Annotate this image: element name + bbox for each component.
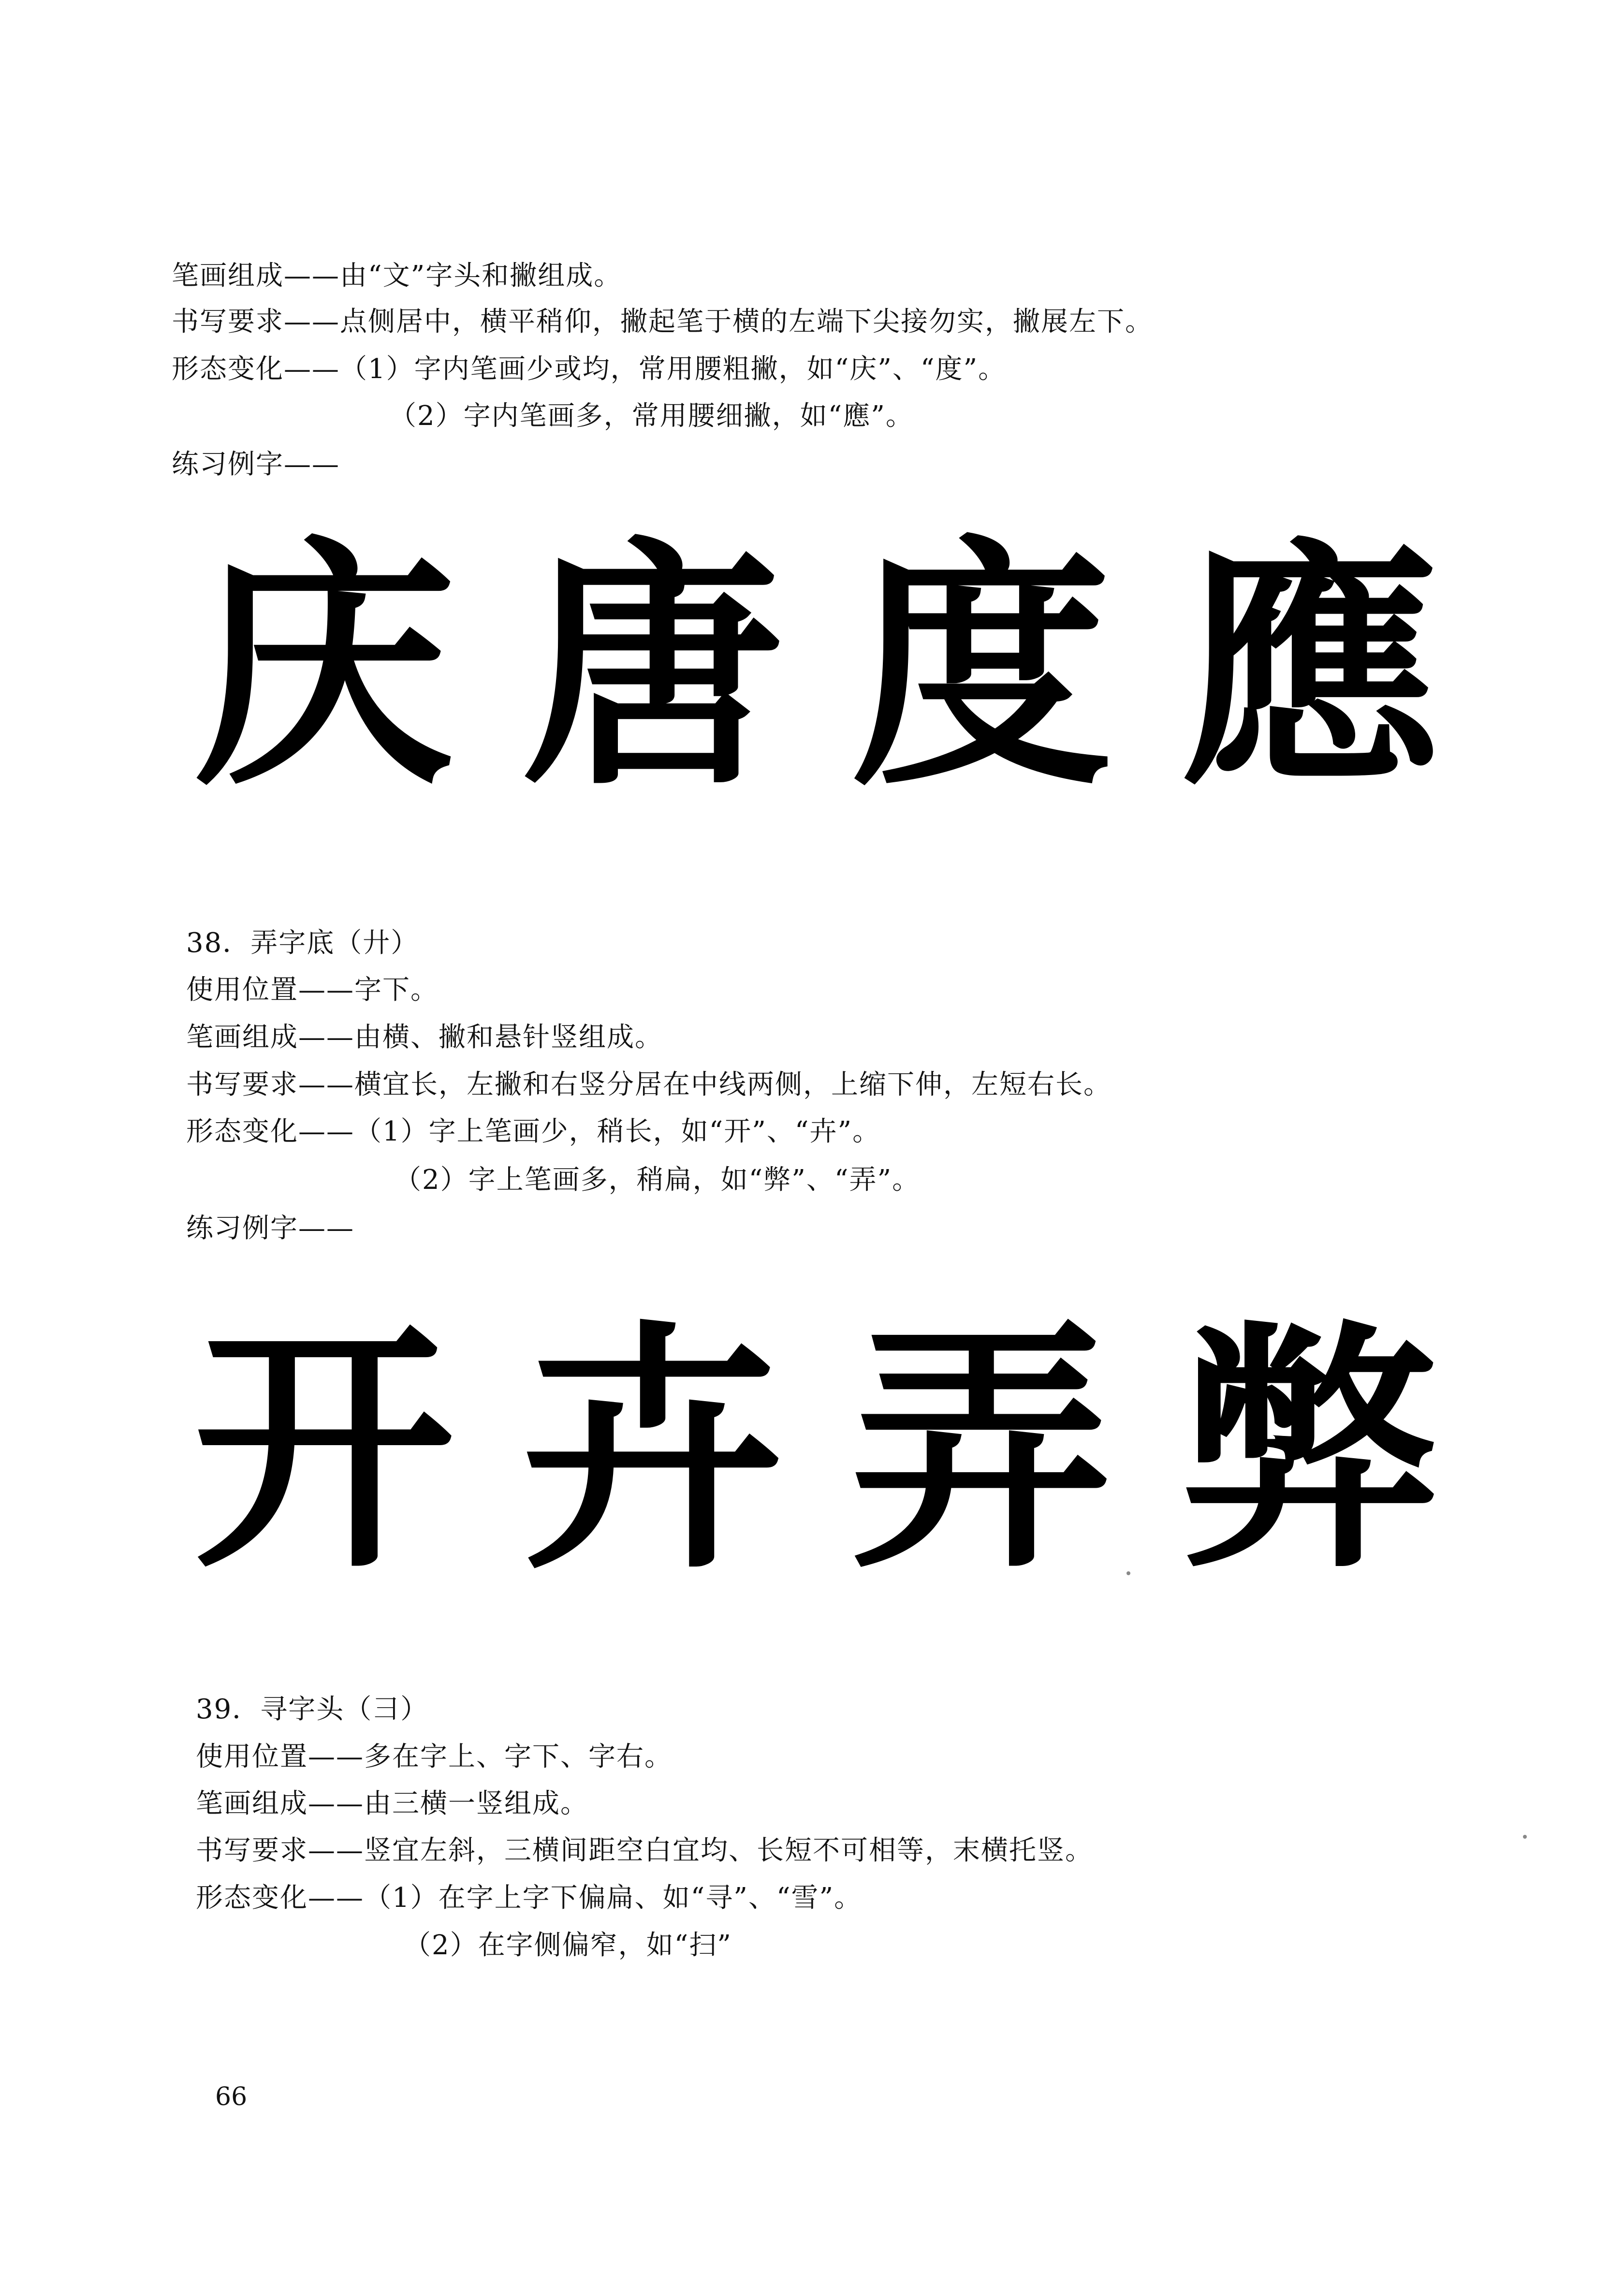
practice-label-38: 练习例字—— — [186, 1213, 354, 1244]
page-number: 66 — [215, 2082, 248, 2111]
example-char: 开 — [193, 1297, 454, 1604]
practice-label-prev: 练习例字—— — [172, 449, 340, 480]
usage-position-38: 使用位置——字下。 — [186, 974, 439, 1006]
form-variation-prev-2: （2）字内笔画多，常用腰细撇，如“應”。 — [389, 400, 914, 432]
writing-requirement-39: 书写要求——竖宜左斜，三横间距空白宜均、长短不可相等，末横托竖。 — [196, 1835, 1093, 1866]
writing-requirement-38: 书写要求——横宜长，左撇和右竖分居在中线两侧，上缩下伸，左短右长。 — [186, 1069, 1112, 1100]
example-char: 庆 — [193, 514, 454, 820]
example-char: 卉 — [522, 1297, 783, 1604]
form-variation-39-2: （2）在字侧偏窄，如“扫” — [404, 1930, 732, 1961]
section-38-heading: 38．弄字底（廾） — [186, 927, 419, 959]
form-variation-39-1: 形态变化——（1）在字上字下偏扁、如“寻”、“雪”。 — [196, 1882, 863, 1914]
stroke-composition-38: 笔画组成——由横、撇和悬针竖组成。 — [186, 1022, 663, 1053]
scan-speck — [1523, 1835, 1527, 1839]
form-variation-38-2: （2）字上笔画多，稍扁，如“弊”、“弄”。 — [394, 1164, 921, 1196]
writing-requirement-prev: 书写要求——点侧居中，横平稍仰，撇起笔于横的左端下尖接勿实，撇展左下。 — [172, 306, 1153, 337]
example-char: 度 — [851, 514, 1112, 820]
usage-position-39: 使用位置——多在字上、字下、字右。 — [196, 1741, 673, 1772]
example-char: 應 — [1180, 514, 1441, 820]
example-char: 唐 — [522, 514, 783, 820]
example-characters-38 — [189, 1297, 1446, 1604]
form-variation-38-1: 形态变化——（1）字上笔画少，稍长，如“开”、“卉”。 — [186, 1116, 881, 1147]
section-39-heading: 39．寻字头（彐） — [196, 1694, 429, 1725]
scan-speck — [1127, 1571, 1130, 1575]
form-variation-prev-1: 形态变化——（1）字内笔画少或均，常用腰粗撇，如“庆”、“度”。 — [172, 353, 1007, 385]
example-characters-prev — [189, 514, 1446, 820]
stroke-composition-39: 笔画组成——由三横一竖组成。 — [196, 1788, 588, 1819]
stroke-composition-prev: 笔画组成——由“文”字头和撇组成。 — [172, 260, 622, 292]
example-char: 弄 — [851, 1297, 1112, 1604]
example-char: 弊 — [1180, 1297, 1441, 1604]
